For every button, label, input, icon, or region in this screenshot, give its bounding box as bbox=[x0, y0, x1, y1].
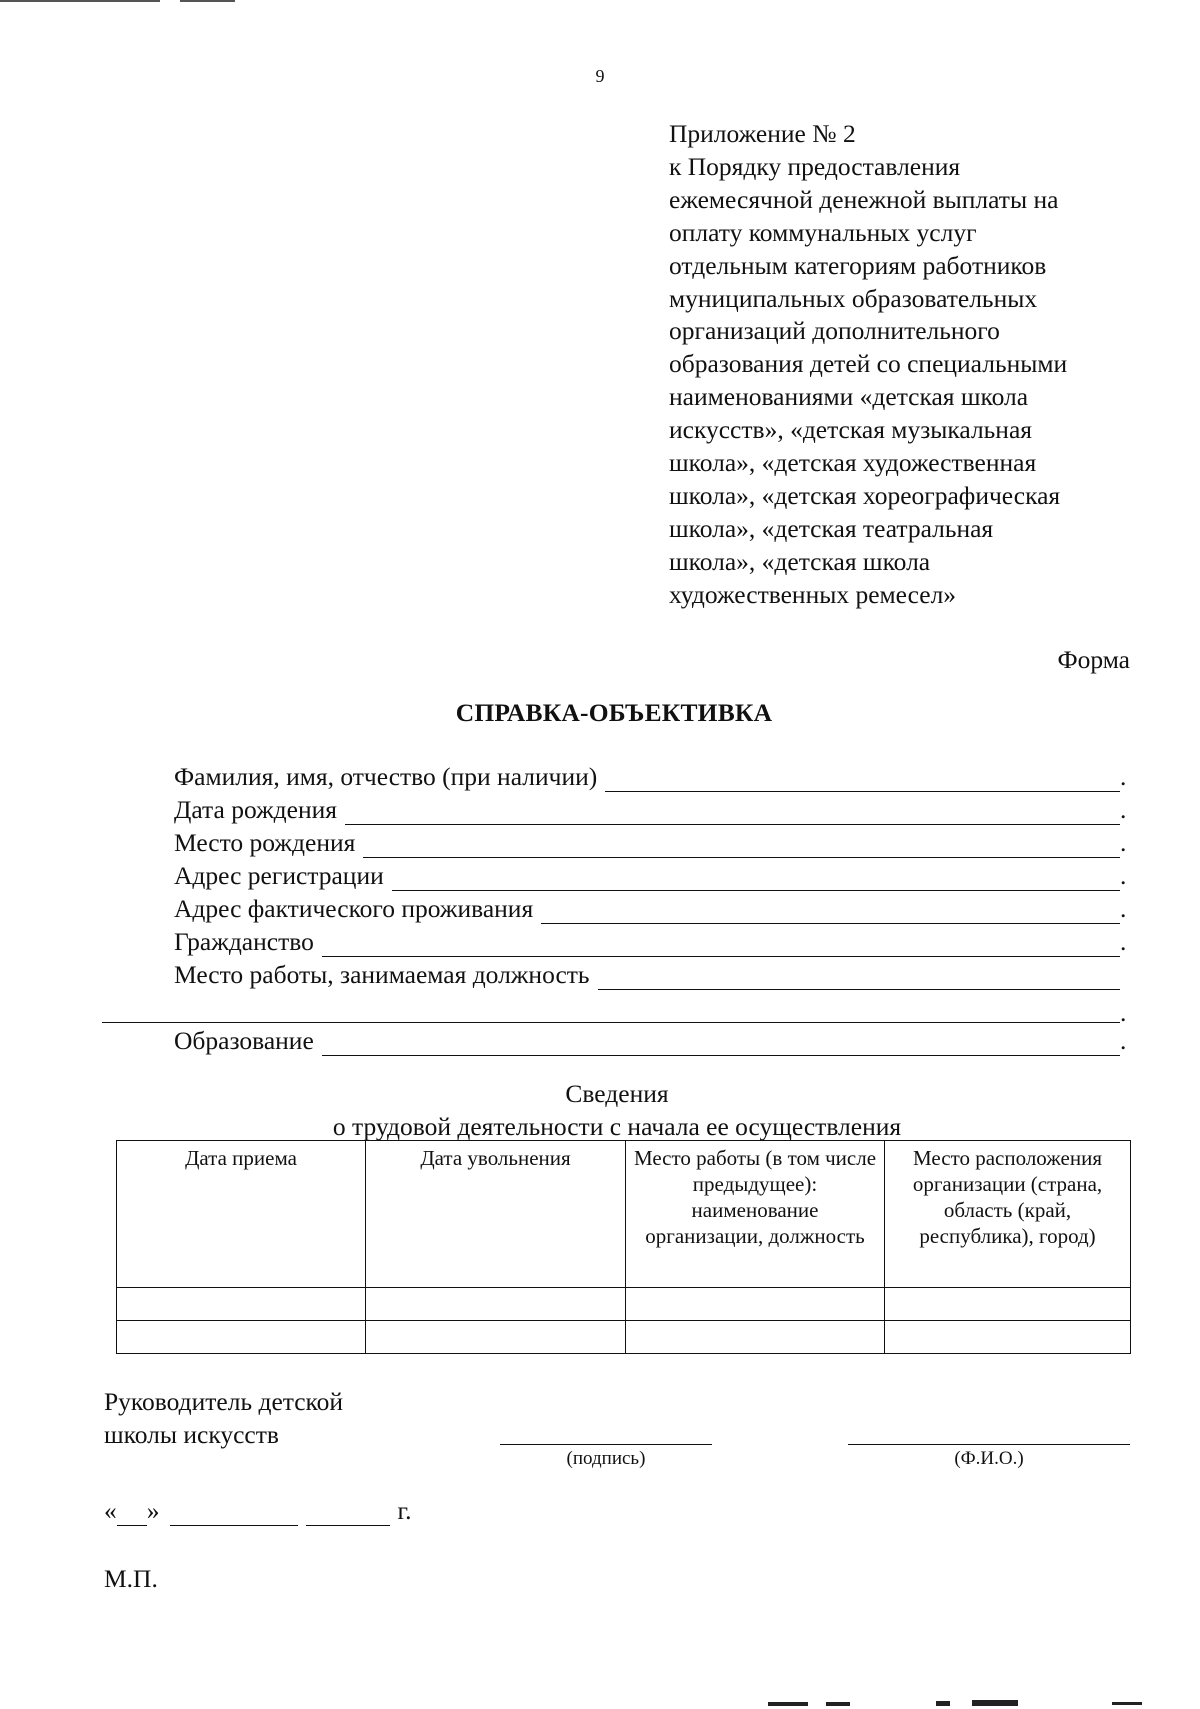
month-blank[interactable] bbox=[170, 1503, 298, 1526]
page-number: 9 bbox=[595, 66, 605, 86]
scan-edge-mark bbox=[1112, 1702, 1142, 1705]
field-workplace-position[interactable] bbox=[174, 960, 1126, 990]
employment-section-subtitle: о трудовой деятельности с начала ее осуществления bbox=[332, 1112, 902, 1141]
field-end: . bbox=[1120, 927, 1127, 956]
field-registration-address[interactable] bbox=[174, 861, 1126, 891]
table-cell[interactable] bbox=[366, 1288, 626, 1321]
field-birth-place[interactable] bbox=[174, 828, 1126, 858]
table-cell[interactable] bbox=[117, 1288, 366, 1321]
column-header-dismissal-date: Дата увольнения bbox=[366, 1141, 626, 1288]
table-header-row bbox=[117, 1141, 1131, 1288]
table-cell[interactable] bbox=[117, 1321, 366, 1354]
field-continuation-end: . bbox=[1120, 998, 1127, 1027]
field-label: Адрес регистрации bbox=[174, 861, 384, 890]
appendix-header: Приложение № 2 к Порядку предоставления ежемесячной денежной выплаты на оплату коммунальных услуг отдельным категориям работников муниципальных образовательных организаций дополнительного образования детей со специальными наименованиями «детская школа искусств», «детская музыкальная школа», «детская художественная школа», «детская хореографическая школа», «детская театральная школа», «детская школа художественных ремесел» bbox=[669, 119, 1068, 609]
field-full-name[interactable] bbox=[174, 762, 1126, 792]
table-row bbox=[117, 1321, 1131, 1354]
employment-table bbox=[116, 1140, 1131, 1354]
field-blank-line[interactable] bbox=[392, 868, 1120, 891]
field-label: Дата рождения bbox=[174, 795, 337, 824]
year-suffix: г. bbox=[397, 1496, 412, 1525]
field-label: Гражданство bbox=[174, 927, 314, 956]
scan-edge-mark bbox=[180, 0, 235, 2]
field-blank-line[interactable] bbox=[541, 901, 1120, 924]
field-blank-line[interactable] bbox=[322, 934, 1120, 957]
scan-edge-mark bbox=[826, 1702, 850, 1706]
column-header-location: Место расположения организации (страна, область (край, республика), город) bbox=[885, 1141, 1131, 1288]
date-close-quote: » bbox=[146, 1496, 160, 1525]
field-blank-line[interactable] bbox=[363, 835, 1120, 858]
column-header-workplace: Место работы (в том числе предыдущее): наименование организации, должность bbox=[626, 1141, 885, 1288]
table-row bbox=[117, 1288, 1131, 1321]
year-blank[interactable] bbox=[306, 1503, 390, 1526]
field-label: Фамилия, имя, отчество (при наличии) bbox=[174, 762, 598, 791]
field-citizenship[interactable] bbox=[174, 927, 1126, 957]
signature-caption: (подпись) bbox=[566, 1448, 646, 1469]
field-continuation-line[interactable] bbox=[102, 1022, 1120, 1023]
field-label: Образование bbox=[174, 1026, 314, 1055]
scan-edge-mark bbox=[936, 1701, 950, 1706]
field-actual-address[interactable] bbox=[174, 894, 1126, 924]
table-cell[interactable] bbox=[885, 1321, 1131, 1354]
date-open-quote: « bbox=[104, 1496, 117, 1525]
field-birth-date[interactable] bbox=[174, 795, 1126, 825]
full-name-caption: (Ф.И.О.) bbox=[954, 1448, 1024, 1469]
signer-title: Руководитель детской школы искусств bbox=[104, 1387, 344, 1449]
field-blank-line[interactable] bbox=[322, 1033, 1120, 1056]
field-blank-line[interactable] bbox=[598, 967, 1120, 990]
field-label: Место работы, занимаемая должность bbox=[174, 960, 590, 989]
stamp-place: М.П. bbox=[104, 1564, 158, 1593]
field-label: Место рождения bbox=[174, 828, 356, 857]
field-education[interactable] bbox=[174, 1026, 1126, 1056]
document-title: СПРАВКА-ОБЪЕКТИВКА bbox=[455, 698, 773, 727]
form-label: Форма bbox=[1057, 645, 1130, 674]
field-blank-line[interactable] bbox=[345, 802, 1120, 825]
employment-section-title: Сведения bbox=[565, 1079, 669, 1108]
table-cell[interactable] bbox=[366, 1321, 626, 1354]
table-cell[interactable] bbox=[626, 1321, 885, 1354]
day-blank[interactable] bbox=[117, 1503, 147, 1526]
column-header-hire-date: Дата приема bbox=[117, 1141, 366, 1288]
full-name-line[interactable] bbox=[848, 1444, 1130, 1445]
field-end: . bbox=[1120, 762, 1127, 791]
field-end: . bbox=[1120, 861, 1127, 890]
field-end: . bbox=[1120, 828, 1127, 857]
scan-edge-mark bbox=[972, 1700, 1018, 1706]
field-end: . bbox=[1120, 795, 1127, 824]
table-cell[interactable] bbox=[885, 1288, 1131, 1321]
date-line bbox=[104, 1496, 411, 1526]
table-cell[interactable] bbox=[626, 1288, 885, 1321]
field-end: . bbox=[1120, 1026, 1127, 1055]
scan-edge-mark bbox=[768, 1702, 808, 1706]
field-end: . bbox=[1120, 894, 1127, 923]
field-label: Адрес фактического проживания bbox=[174, 894, 534, 923]
signature-line[interactable] bbox=[500, 1444, 712, 1445]
field-blank-line[interactable] bbox=[605, 769, 1120, 792]
scan-edge-mark bbox=[0, 0, 160, 2]
